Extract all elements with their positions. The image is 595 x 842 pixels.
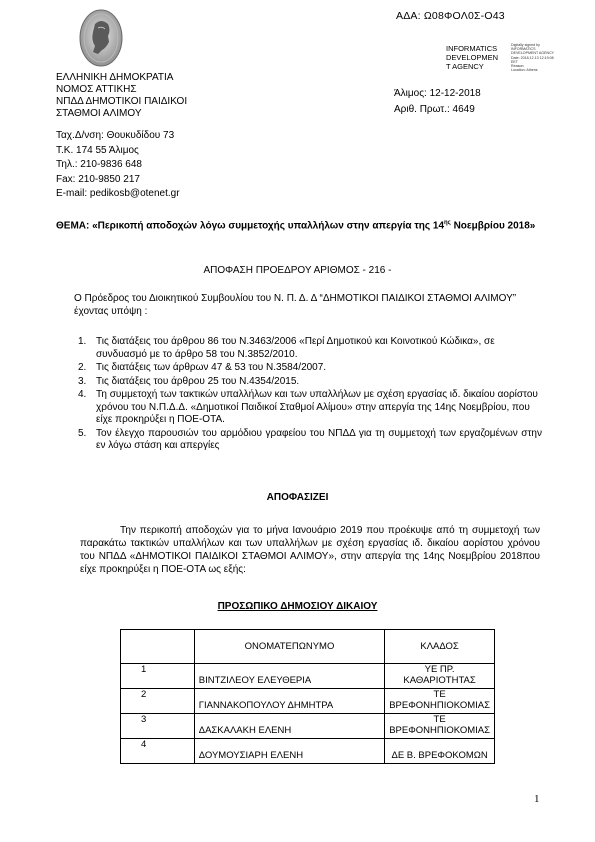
table-header-row <box>121 630 495 664</box>
list-item: 3. Τις διατάξεις του άρθρου 25 του Ν.4354/2015. <box>78 375 300 387</box>
table-row: 4 ΔΟΥΜΟΥΣΙΑΡΗ ΕΛΕΝΗ ΔΕ Β. ΒΡΕΦΟΚΟΜΩΝ <box>121 739 495 764</box>
decides-heading: ΑΠΟΦΑΣΙΖΕΙ <box>266 492 329 503</box>
issuer-line: ΝΠΔΔ ΔΗΜΟΤΙΚΟΙ ΠΑΙΔΙΚΟΙ <box>56 96 188 107</box>
table-row: 3 ΔΑΣΚΑΛΑΚΗ ΕΛΕΝΗ ΤΕ ΒΡΕΦΟΝΗΠΙΟΚΟΜΙΑΣ <box>121 714 495 739</box>
issuer-line: ΕΛΛΗΝΙΚΗ ΔΗΜΟΚΡΑΤΙΑ <box>56 72 174 83</box>
section-title: ΠΡΟΣΩΠΙΚΟ ΔΗΜΟΣΙΟΥ ΔΙΚΑΙΟΥ <box>217 601 378 612</box>
contact-block <box>56 129 180 202</box>
list-item: 4. Τη συμμετοχή των τακτικών υπαλλήλων και των υπαλλήλων με σχέση εργασίας ιδ. δικαίου αορίστου χρόνου του Ν.Π.Δ.Δ. «Δημοτικοί Παιδικοί Σταθμοί Αλίμου» στην απεργία της 14ης Νοεμβρίου, που είχε προκηρύξει η ΠΟΕ-ΟΤΑ. <box>78 389 538 425</box>
subject-label: ΘΕΜΑ: <box>56 220 90 232</box>
list-item: 1. Τις διατάξεις του άρθρου 86 του Ν.3463/2006 «Περί Δημοτικού και Κοινοτικού Κώδικα», σε συνδυασμό με το άρθρο 58 του Ν.3852/2010. <box>78 336 495 360</box>
phone: Τηλ.: 210-9836 648 <box>56 159 142 170</box>
digital-signature-text: Digitally signed by INFORMATICS DEVELOPMENT AGENCY Date: 2018.12.13 12:19:08 EET Reason: Location: Athens <box>511 43 555 73</box>
intro-paragraph: Ο Πρόεδρος του Διοικητικού Συμβουλίου του Ν. Π. Δ. Δ “ΔΗΜΟΤΙΚΟΙ ΠΑΙΔΙΚΟΙ ΣΤΑΘΜΟΙ ΑΛΙΜΟΥ” έχοντας υπόψη : <box>74 293 517 317</box>
document-date: Άλιμος: 12-12-2018 <box>394 88 481 99</box>
subject-line: ΘΕΜΑ: «Περικοπή αποδοχών λόγω συμμετοχής υπαλλήλων στην απεργία της $14^{\eta\varsigma}$ Νοεμβρίου 2018» <box>56 220 536 232</box>
list-item: 5. Τον έλεγχο παρουσιών του αρμόδιου γραφείου του ΝΠΔΔ για τη συμμετοχή των εργαζομένων στην εν λόγω στάση και απεργίες <box>78 427 542 451</box>
table-header-name: ΟΝΟΜΑΤΕΠΩΝΥΜΟ <box>194 630 384 664</box>
table-row: 1 ΒΙΝΤΖΙΛΕΟΥ ΕΛΕΥΘΕΡΙΑ ΥΕ ΠΡ. ΚΑΘΑΡΙΟΤΗΤΑΣ <box>121 664 495 689</box>
protocol-number: Αριθ. Πρωτ.: 4649 <box>394 104 475 115</box>
issuer-line: ΣΤΑΘΜΟΙ ΑΛΙΜΟΥ <box>56 108 142 119</box>
ada-code: ΑΔΑ: Ω08ΦΟΛ0Σ-Ο43 <box>396 10 505 22</box>
decision-body: Την περικοπή αποδοχών για το μήνα Ιανουάριο 2019 που προέκυψε από τη συμμετοχή των παρακάτω τακτικών υπαλλήλων και των υπαλλήλων με σχέση εργασίας ιδ. δικαίου αορίστου χρόνου του ΝΠΔΔ «ΔΗΜΟΤΙΚΟΙ ΠΑΙΔΙΚΟΙ ΣΤΑΘΜΟΙ ΑΛΙΜΟΥ», στην απεργία της 14ης Νοεμβρίου 2018που είχε προκηρύξει η ΠΟΕ-ΟΤΑ ως εξής: <box>80 525 540 575</box>
staff-table <box>120 629 495 764</box>
informatics-agency-logo: INFORMATICS DEVELOPMEN T AGENCY <box>446 44 499 71</box>
issuer-line: ΝΟΜΟΣ ΑΤΤΙΚΗΣ <box>56 84 137 95</box>
considerations-list <box>78 336 542 454</box>
list-item: 2. Τις διατάξεις των άρθρων 47 & 53 του Ν.3584/2007. <box>78 362 327 373</box>
address: Ταχ.Δ/νση: Θουκυδίδου 73 <box>56 130 175 141</box>
page-number: 1 <box>534 793 540 805</box>
subject-text: «Περικοπή αποδοχών λόγω συμμετοχής υπαλλήλων στην απεργία της 14 <box>92 220 444 232</box>
table-header-index <box>121 630 195 664</box>
decision-title: ΑΠΟΦΑΣΗ ΠΡΟΕΔΡΟΥ ΑΡΙΘΜΟΣ - 216 - <box>203 265 392 276</box>
table-row: 2 ΓΙΑΝΝΑΚΟΠΟΥΛΟΥ ΔΗΜΗΤΡΑ ΤΕ ΒΡΕΦΟΝΗΠΙΟΚΟΜΙΑΣ <box>121 689 495 714</box>
postal-code: Τ.Κ. 174 55 Άλιμος <box>56 144 139 156</box>
issuer-block <box>56 72 187 120</box>
table-header-category: ΚΛΑΔΟΣ <box>385 630 495 664</box>
fax: Fax: 210-9850 217 <box>56 173 140 185</box>
date-protocol-block <box>394 86 481 118</box>
greek-republic-seal-icon <box>78 8 124 68</box>
email: E-mail: pedikosb@otenet.gr <box>56 188 180 199</box>
